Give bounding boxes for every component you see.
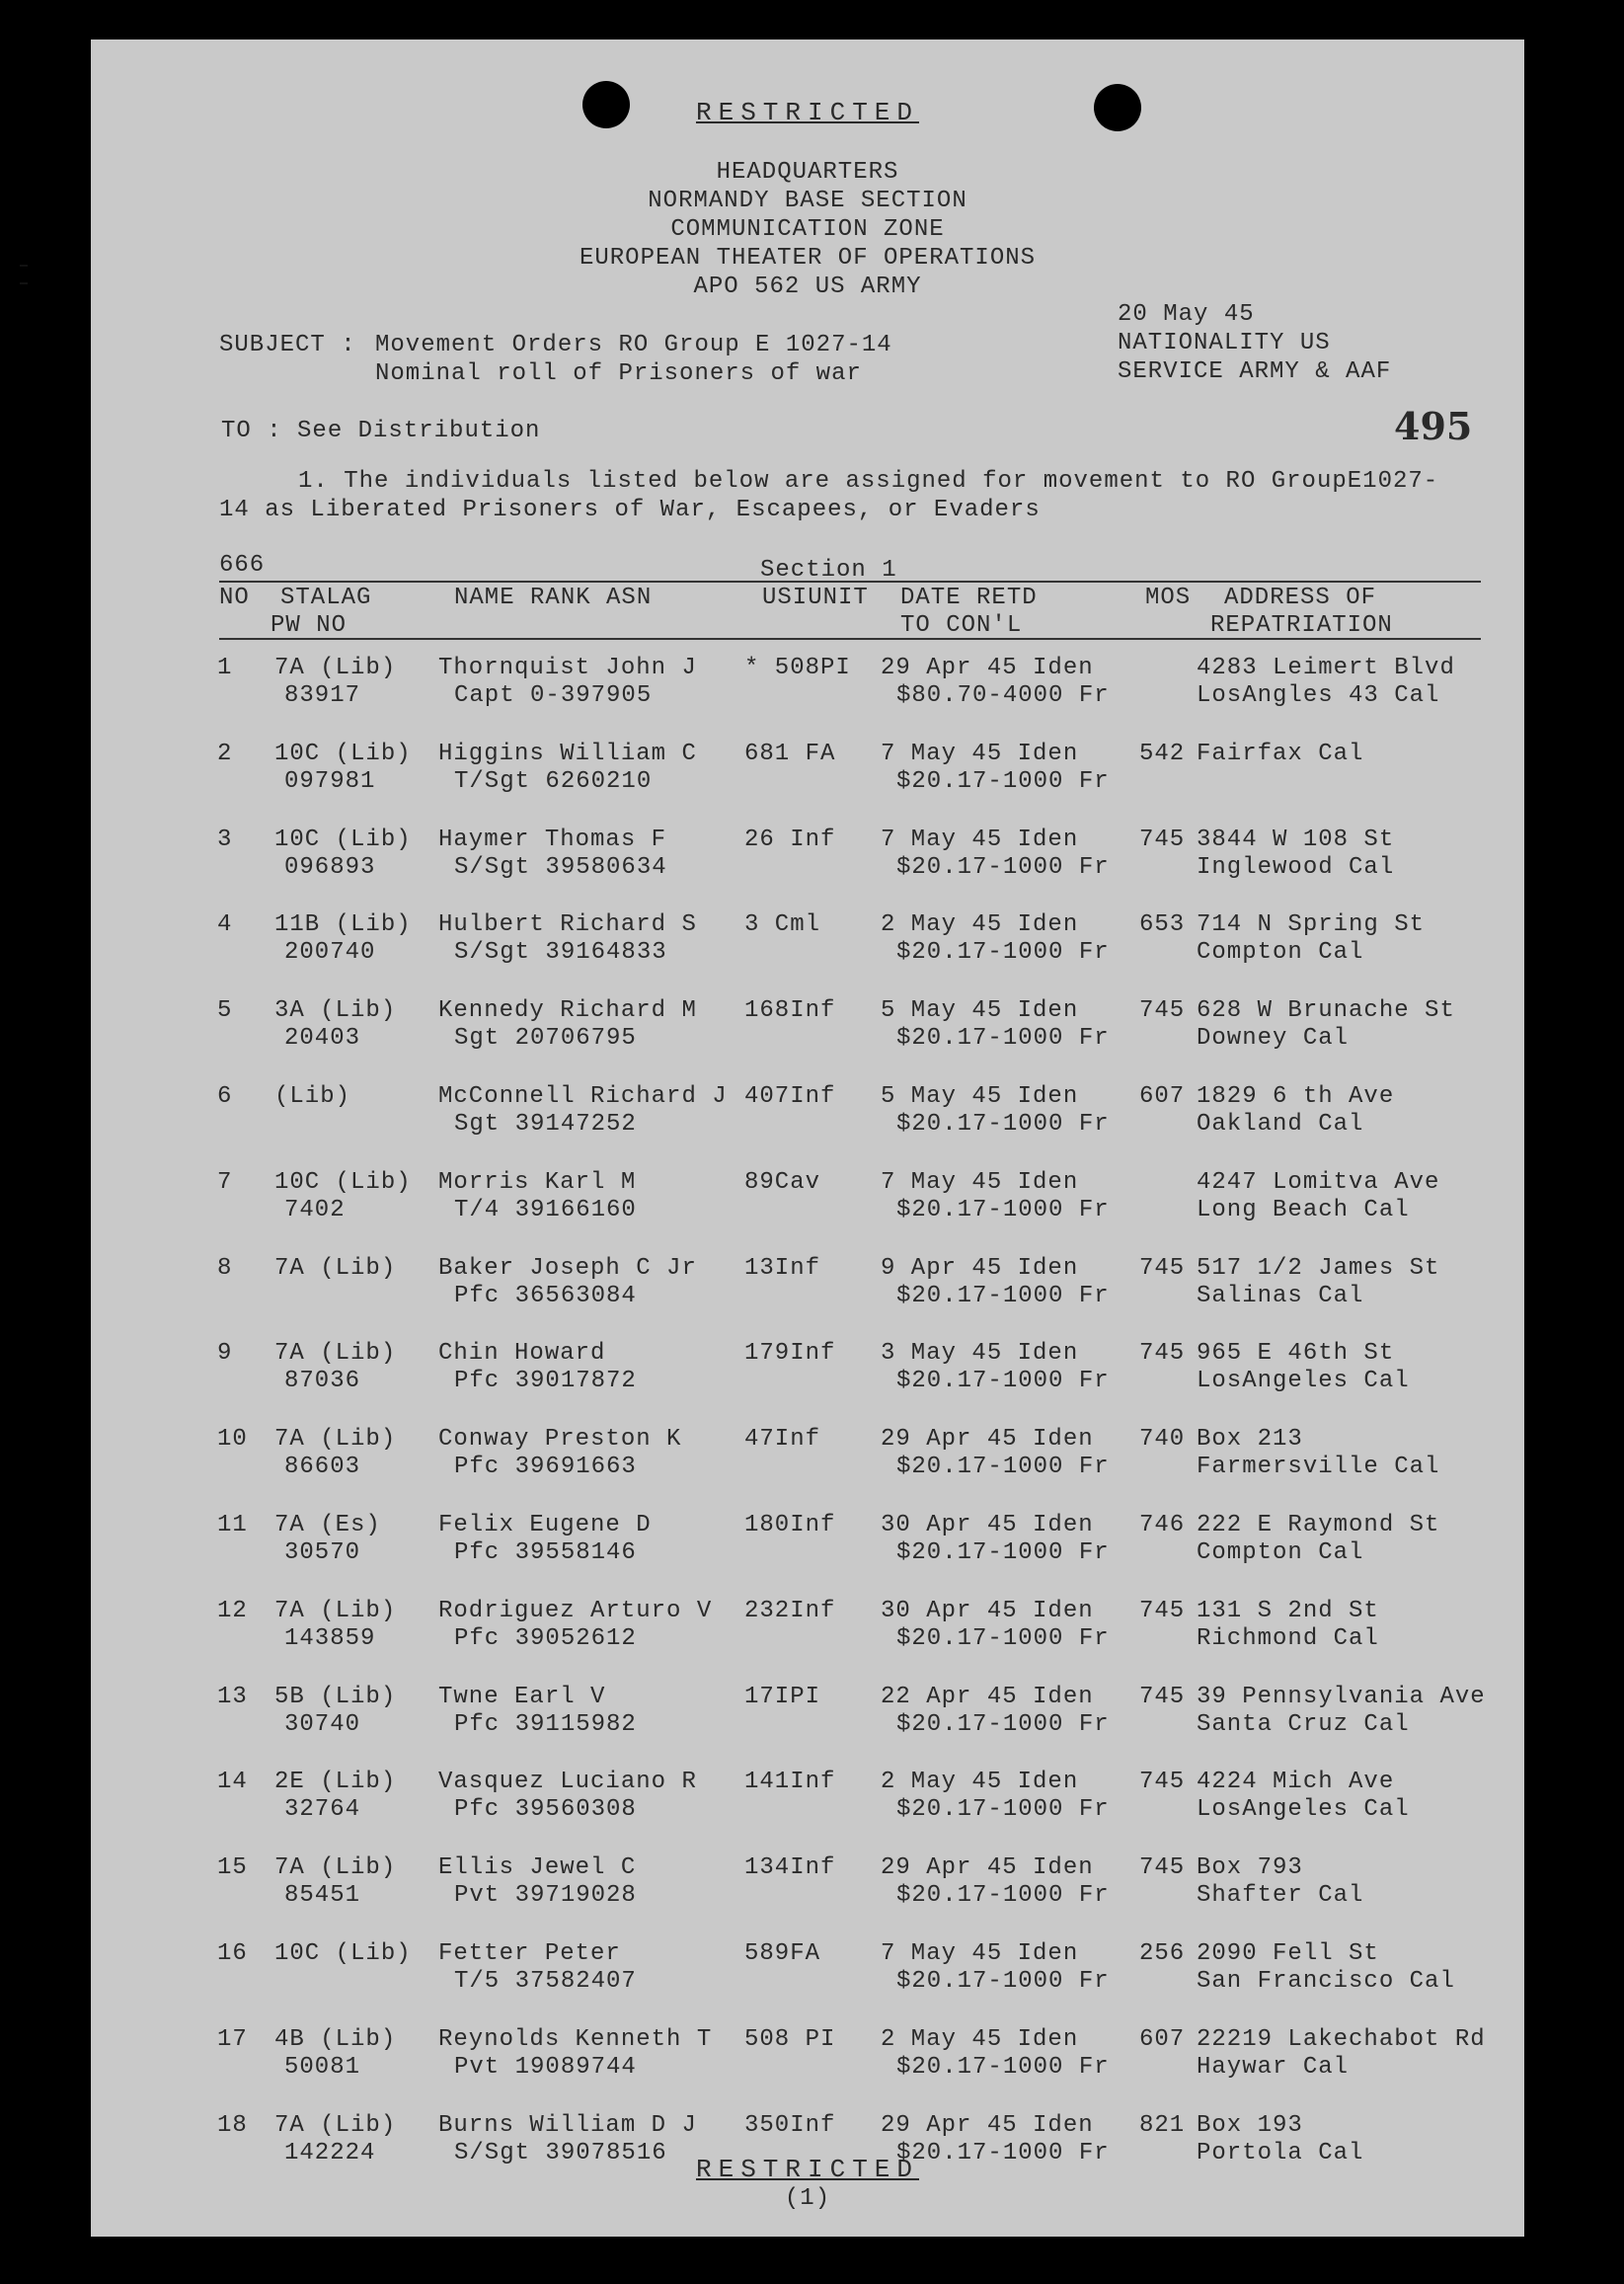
row-pw-no: 87036 (284, 1368, 361, 1394)
row-name: Kennedy Richard M (438, 997, 697, 1024)
row-pay: $80.70-4000 Fr (896, 682, 1110, 709)
row-no: 11 (217, 1512, 248, 1538)
row-stalag: 3A (Lib) (274, 997, 397, 1024)
row-stalag: 7A (Lib) (274, 1340, 397, 1367)
row-address-2: Long Beach Cal (1197, 1197, 1410, 1223)
col-repatriation: REPATRIATION (1210, 612, 1393, 639)
row-pay: $20.17-1000 Fr (896, 1454, 1110, 1480)
row-stalag: 10C (Lib) (274, 1169, 412, 1196)
row-rank-asn: Pfc 39052612 (454, 1625, 637, 1652)
row-address-1: 628 W Brunache St (1197, 997, 1455, 1024)
row-no: 13 (217, 1684, 248, 1710)
row-pw-no: 50081 (284, 2054, 361, 2081)
row-mos: 607 (1139, 2026, 1186, 2053)
row-date: 29 Apr 45 Iden (881, 655, 1094, 681)
row-name: Thornquist John J (438, 655, 697, 681)
row-address-1: 4224 Mich Ave (1197, 1769, 1395, 1795)
row-address-1: Box 793 (1197, 1854, 1303, 1881)
row-address-2: Haywar Cal (1197, 2054, 1350, 2081)
row-unit: 232Inf (744, 1598, 836, 1624)
row-unit: 407Inf (744, 1083, 836, 1110)
row-no: 9 (217, 1340, 233, 1367)
row-address-1: 4247 Lomitva Ave (1197, 1169, 1440, 1196)
row-stalag: 7A (Lib) (274, 1426, 397, 1453)
row-unit: 17IPI (744, 1684, 821, 1710)
row-address-1: Box 213 (1197, 1426, 1303, 1453)
row-no: 12 (217, 1598, 248, 1624)
row-unit: 350Inf (744, 2112, 836, 2139)
row-date: 3 May 45 Iden (881, 1340, 1079, 1367)
row-date: 30 Apr 45 Iden (881, 1598, 1094, 1624)
row-stalag: 7A (Es) (274, 1512, 381, 1538)
row-name: Felix Eugene D (438, 1512, 652, 1538)
intro-line-2: 14 as Liberated Prisoners of War, Escapees, or Evaders (219, 497, 1041, 523)
row-unit: 141Inf (744, 1769, 836, 1795)
page-number: (1) (784, 2185, 831, 2212)
row-rank-asn: T/4 39166160 (454, 1197, 637, 1223)
row-mos: 821 (1139, 2112, 1186, 2139)
row-pay: $20.17-1000 Fr (896, 1283, 1110, 1309)
row-name: Twne Earl V (438, 1684, 606, 1710)
row-pay: $20.17-1000 Fr (896, 1796, 1110, 1823)
service: SERVICE ARMY & AAF (1118, 358, 1392, 385)
row-mos: 745 (1139, 827, 1186, 853)
row-date: 2 May 45 Iden (881, 2026, 1079, 2053)
row-name: Conway Preston K (438, 1426, 682, 1453)
headquarters: HEADQUARTERS (716, 159, 899, 186)
row-pw-no: 20403 (284, 1025, 361, 1052)
row-unit: 47Inf (744, 1426, 821, 1453)
row-stalag: 5B (Lib) (274, 1684, 397, 1710)
row-rank-asn: Pfc 39115982 (454, 1711, 637, 1738)
row-no: 4 (217, 911, 233, 938)
row-rank-asn: Sgt 39147252 (454, 1111, 637, 1138)
row-address-1: 965 E 46th St (1197, 1340, 1395, 1367)
row-pw-no: 83917 (284, 682, 361, 709)
row-unit: 681 FA (744, 741, 836, 767)
row-unit: 13Inf (744, 1255, 821, 1282)
page-stamp: 495 (1394, 404, 1473, 448)
row-mos: 746 (1139, 1512, 1186, 1538)
row-pay: $20.17-1000 Fr (896, 939, 1110, 966)
row-stalag: 7A (Lib) (274, 2112, 397, 2139)
row-mos: 745 (1139, 1854, 1186, 1881)
row-unit: 134Inf (744, 1854, 836, 1881)
row-mos: 745 (1139, 997, 1186, 1024)
row-stalag: 10C (Lib) (274, 741, 412, 767)
row-address-2: San Francisco Cal (1197, 1968, 1455, 1995)
row-address-1: 517 1/2 James St (1197, 1255, 1440, 1282)
row-rank-asn: S/Sgt 39078516 (454, 2140, 667, 2166)
section-title: Section 1 (760, 557, 897, 584)
unit-name: NORMANDY BASE SECTION (648, 188, 967, 214)
to-line: TO : See Distribution (221, 418, 541, 444)
row-rank-asn: Pfc 39560308 (454, 1796, 637, 1823)
row-stalag: 10C (Lib) (274, 827, 412, 853)
row-name: Reynolds Kenneth T (438, 2026, 713, 2053)
row-mos: 542 (1139, 741, 1186, 767)
row-address-1: 1829 6 th Ave (1197, 1083, 1395, 1110)
row-pay: $20.17-1000 Fr (896, 2140, 1110, 2166)
row-no: 18 (217, 2112, 248, 2139)
col-date: DATE RETD (900, 585, 1038, 611)
row-pay: $20.17-1000 Fr (896, 1711, 1110, 1738)
row-address-2: Compton Cal (1197, 939, 1364, 966)
col-name: NAME RANK ASN (454, 585, 653, 611)
row-unit: 3 Cml (744, 911, 821, 938)
nationality: NATIONALITY US (1118, 330, 1331, 356)
row-mos: 653 (1139, 911, 1186, 938)
row-stalag: 7A (Lib) (274, 1255, 397, 1282)
row-no: 14 (217, 1769, 248, 1795)
row-stalag: (Lib) (274, 1083, 351, 1110)
row-rank-asn: T/Sgt 6260210 (454, 768, 653, 795)
row-name: Ellis Jewel C (438, 1854, 637, 1881)
doc-date: 20 May 45 (1118, 301, 1255, 328)
row-address-1: Box 193 (1197, 2112, 1303, 2139)
row-pw-no: 30740 (284, 1711, 361, 1738)
row-pw-no: 85451 (284, 1882, 361, 1909)
row-address-2: Inglewood Cal (1197, 854, 1395, 881)
row-date: 7 May 45 Iden (881, 1940, 1079, 1967)
row-date: 5 May 45 Iden (881, 1083, 1079, 1110)
row-address-2: Richmond Cal (1197, 1625, 1379, 1652)
row-unit: 508 PI (744, 2026, 836, 2053)
row-name: Baker Joseph C Jr (438, 1255, 697, 1282)
row-date: 7 May 45 Iden (881, 827, 1079, 853)
row-mos: 740 (1139, 1426, 1186, 1453)
col-mos: MOS (1145, 585, 1192, 611)
row-date: 7 May 45 Iden (881, 1169, 1079, 1196)
subject-line-1: Movement Orders RO Group E 1027-14 (375, 332, 892, 358)
row-date: 29 Apr 45 Iden (881, 1426, 1094, 1453)
row-rank-asn: Pfc 39691663 (454, 1454, 637, 1480)
row-pay: $20.17-1000 Fr (896, 1968, 1110, 1995)
row-name: Haymer Thomas F (438, 827, 667, 853)
row-rank-asn: Capt 0-397905 (454, 682, 653, 709)
row-rank-asn: T/5 37582407 (454, 1968, 637, 1995)
restricted-header: RESTRICTED (695, 98, 920, 127)
row-pw-no: 7402 (284, 1197, 346, 1223)
row-pay: $20.17-1000 Fr (896, 1625, 1110, 1652)
row-unit: 168Inf (744, 997, 836, 1024)
row-rank-asn: Pfc 39017872 (454, 1368, 637, 1394)
row-pay: $20.17-1000 Fr (896, 854, 1110, 881)
row-no: 2 (217, 741, 233, 767)
row-no: 5 (217, 997, 233, 1024)
col-pw-no: PW NO (271, 612, 348, 639)
row-no: 17 (217, 2026, 248, 2053)
row-no: 6 (217, 1083, 233, 1110)
row-pw-no: 32764 (284, 1796, 361, 1823)
row-pay: $20.17-1000 Fr (896, 2054, 1110, 2081)
row-name: Hulbert Richard S (438, 911, 697, 938)
row-name: Burns William D J (438, 2112, 697, 2139)
header-rule-bottom (219, 638, 1481, 640)
row-name: Rodriguez Arturo V (438, 1598, 713, 1624)
row-address-2: Portola Cal (1197, 2140, 1364, 2166)
col-stalag: STALAG (280, 585, 372, 611)
zone-name: COMMUNICATION ZONE (670, 216, 945, 243)
row-no: 10 (217, 1426, 248, 1453)
row-pw-no: 86603 (284, 1454, 361, 1480)
row-unit: * 508PI (744, 655, 851, 681)
row-stalag: 11B (Lib) (274, 911, 412, 938)
subject-label: SUBJECT : (219, 332, 356, 358)
row-date: 22 Apr 45 Iden (881, 1684, 1094, 1710)
row-no: 3 (217, 827, 233, 853)
row-date: 29 Apr 45 Iden (881, 2112, 1094, 2139)
row-name: Higgins William C (438, 741, 697, 767)
row-name: Vasquez Luciano R (438, 1769, 697, 1795)
row-pw-no: 097981 (284, 768, 376, 795)
row-pw-no: 096893 (284, 854, 376, 881)
col-no: NO (219, 585, 250, 611)
row-address-2: Farmersville Cal (1197, 1454, 1440, 1480)
intro-line-1: 1. The individuals listed below are assigned for movement to RO GroupE1027- (298, 468, 1439, 495)
row-address-1: 222 E Raymond St (1197, 1512, 1440, 1538)
row-address-1: 39 Pennsylvania Ave (1197, 1684, 1486, 1710)
row-no: 1 (217, 655, 233, 681)
row-unit: 179Inf (744, 1340, 836, 1367)
row-address-1: 4283 Leimert Blvd (1197, 655, 1455, 681)
row-rank-asn: Pfc 36563084 (454, 1283, 637, 1309)
col-to-contl: TO CON'L (900, 612, 1023, 639)
row-name: Chin Howard (438, 1340, 606, 1367)
row-unit: 89Cav (744, 1169, 821, 1196)
row-unit: 26 Inf (744, 827, 836, 853)
row-pay: $20.17-1000 Fr (896, 1539, 1110, 1566)
row-address-2: Compton Cal (1197, 1539, 1364, 1566)
row-pay: $20.17-1000 Fr (896, 1025, 1110, 1052)
row-address-2: LosAngles 43 Cal (1197, 682, 1440, 709)
row-date: 7 May 45 Iden (881, 741, 1079, 767)
row-stalag: 7A (Lib) (274, 655, 397, 681)
row-address-2: Salinas Cal (1197, 1283, 1364, 1309)
row-address-1: 131 S 2nd St (1197, 1598, 1379, 1624)
row-pw-no: 142224 (284, 2140, 376, 2166)
row-address-2: Oakland Cal (1197, 1111, 1364, 1138)
apo-line: APO 562 US ARMY (693, 274, 922, 300)
row-mos: 745 (1139, 1598, 1186, 1624)
row-no: 7 (217, 1169, 233, 1196)
row-mos: 256 (1139, 1940, 1186, 1967)
row-address-1: 3844 W 108 St (1197, 827, 1395, 853)
row-no: 16 (217, 1940, 248, 1967)
row-address-1: Fairfax Cal (1197, 741, 1364, 767)
row-name: Morris Karl M (438, 1169, 637, 1196)
row-date: 2 May 45 Iden (881, 1769, 1079, 1795)
row-stalag: 2E (Lib) (274, 1769, 397, 1795)
row-mos: 607 (1139, 1083, 1186, 1110)
row-date: 30 Apr 45 Iden (881, 1512, 1094, 1538)
row-mos: 745 (1139, 1769, 1186, 1795)
row-pw-no: 143859 (284, 1625, 376, 1652)
row-name: McConnell Richard J (438, 1083, 728, 1110)
row-date: 2 May 45 Iden (881, 911, 1079, 938)
row-mos: 745 (1139, 1255, 1186, 1282)
row-pay: $20.17-1000 Fr (896, 1197, 1110, 1223)
row-unit: 180Inf (744, 1512, 836, 1538)
row-pay: $20.17-1000 Fr (896, 1111, 1110, 1138)
row-address-2: Santa Cruz Cal (1197, 1711, 1410, 1738)
row-pay: $20.17-1000 Fr (896, 768, 1110, 795)
row-rank-asn: S/Sgt 39164833 (454, 939, 667, 966)
restricted-footer: RESTRICTED (695, 2155, 920, 2184)
row-address-2: LosAngeles Cal (1197, 1368, 1410, 1394)
row-mos: 745 (1139, 1340, 1186, 1367)
row-unit: 589FA (744, 1940, 821, 1967)
row-address-2: Downey Cal (1197, 1025, 1350, 1052)
col-address: ADDRESS OF (1224, 585, 1377, 611)
subject-line-2: Nominal roll of Prisoners of war (375, 360, 862, 387)
row-rank-asn: S/Sgt 39580634 (454, 854, 667, 881)
row-stalag: 4B (Lib) (274, 2026, 397, 2053)
row-pw-no: 30570 (284, 1539, 361, 1566)
row-mos: 745 (1139, 1684, 1186, 1710)
margin-mark (20, 265, 28, 267)
theater-name: EUROPEAN THEATER OF OPERATIONS (579, 245, 1037, 272)
row-stalag: 7A (Lib) (274, 1854, 397, 1881)
row-pw-no: 200740 (284, 939, 376, 966)
col-unit: USIUNIT (762, 585, 869, 611)
row-no: 15 (217, 1854, 248, 1881)
margin-mark (20, 282, 28, 284)
section-code: 666 (219, 552, 266, 579)
row-pay: $20.17-1000 Fr (896, 1882, 1110, 1909)
document-page (91, 39, 1524, 2237)
row-rank-asn: Sgt 20706795 (454, 1025, 637, 1052)
row-no: 8 (217, 1255, 233, 1282)
row-rank-asn: Pfc 39558146 (454, 1539, 637, 1566)
row-name: Fetter Peter (438, 1940, 621, 1967)
row-address-2: LosAngeles Cal (1197, 1796, 1410, 1823)
row-rank-asn: Pvt 19089744 (454, 2054, 637, 2081)
row-rank-asn: Pvt 39719028 (454, 1882, 637, 1909)
row-pay: $20.17-1000 Fr (896, 1368, 1110, 1394)
row-address-1: 2090 Fell St (1197, 1940, 1379, 1967)
row-address-2: Shafter Cal (1197, 1882, 1364, 1909)
row-date: 9 Apr 45 Iden (881, 1255, 1079, 1282)
row-date: 5 May 45 Iden (881, 997, 1079, 1024)
row-stalag: 7A (Lib) (274, 1598, 397, 1624)
row-address-1: 22219 Lakechabot Rd (1197, 2026, 1486, 2053)
row-address-1: 714 N Spring St (1197, 911, 1426, 938)
row-date: 29 Apr 45 Iden (881, 1854, 1094, 1881)
row-stalag: 10C (Lib) (274, 1940, 412, 1967)
header-rule-top (219, 581, 1481, 583)
